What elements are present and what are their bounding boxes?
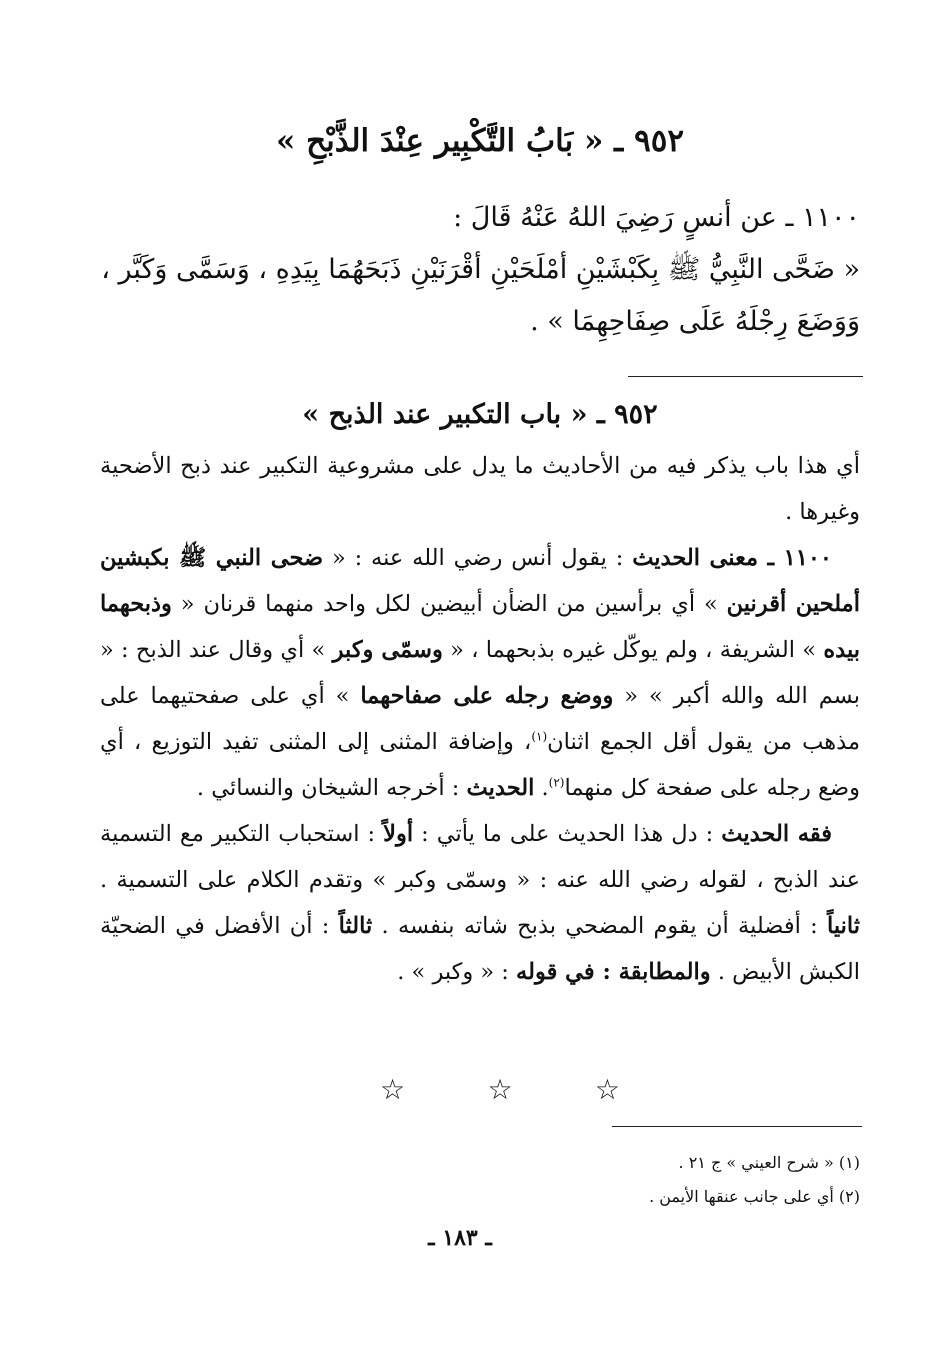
star-separator: [380, 1072, 620, 1108]
fiqh-paragraph: [100, 811, 860, 995]
star-icon: ☆: [487, 1073, 513, 1106]
meaning-paragraph: [100, 535, 860, 811]
meaning-quote-3: وسمّى وكبر: [332, 637, 443, 663]
meaning-text-3: » الشريفة ، ولم يوكّل غيره بذبحهما ، «: [442, 637, 824, 663]
fiqh-match: والمطابقة : في قوله: [516, 959, 711, 985]
star-icon: ☆: [594, 1073, 620, 1106]
meaning-quote-1: ضحى النبي ﷺ بكبشين أملحين أقرنين: [100, 545, 860, 617]
fiqh-text-4: : أن الأفضل في الضحيّة الكبش الأبيض .: [100, 913, 860, 985]
footnote-ref-2[interactable]: (٢): [548, 775, 565, 790]
footnote-divider: [612, 1126, 862, 1127]
hadith-intro: ١١٠٠ ـ عن أنسٍ رَضِيَ اللهُ عَنْهُ قَالَ :: [453, 202, 860, 233]
meaning-quote-2: وذبحهما بيده: [100, 591, 861, 663]
meaning-label: ١١٠٠ ـ معنى الحديث: [632, 545, 833, 571]
footnotes: [100, 1146, 860, 1214]
page-number: ـ ١٨٣ ـ: [428, 1225, 492, 1251]
meaning-quote-4: ووضع رجله على صفاحهما: [360, 683, 614, 709]
fiqh-text-3: : أفضلية أن يقوم المضحي بذبح شاته بنفسه .: [372, 913, 827, 939]
fiqh-text-2: : استحباب التكبير مع التسمية عند الذبح ، لقوله رضي الله عنه : « وسمّى وكبر » وتقدم الكلام على التسمية .: [100, 821, 860, 893]
fiqh-third: ثالثاً: [338, 913, 373, 939]
meaning-text-6: ، وإضافة المثنى إلى المثنى تفيد التوزيع ، أي وضع رجله على صفحة كل منهما: [100, 729, 860, 801]
hadith-text: « ضَحَّى النَّبِيُّ ﷺ بِكَبْشَيْنِ أمْلَحَيْنِ أقْرَنَيْنِ ذَبَحَهُمَا بِيَدِهِ ، وَسَمَّى وَكَبَّر ، وَوَضَعَ رِجْلَهُ عَلَى صِفَاحِهِمَا » .: [101, 254, 860, 337]
fiqh-text-1: : دل هذا الحديث على ما يأتي :: [413, 821, 722, 847]
footnote-1: (١) « شرح العيني » ج ٢١ .: [678, 1153, 860, 1172]
chapter-title-vocalized: ٩٥٢ ـ « بَابُ التَّكْبِير عِنْدَ الذَّبْحِ »: [275, 123, 685, 159]
meaning-text-2: » أي برأسين من الضأن أبيضين لكل واحد منهما قرنان «: [171, 591, 727, 617]
commentary-title: ٩٥٢ ـ « باب التكبير عند الذبح »: [302, 399, 658, 430]
fiqh-second: ثانياً: [826, 913, 860, 939]
fiqh-text-5: : « وكبر » .: [397, 959, 517, 985]
meaning-text-1: : يقول أنس رضي الله عنه : «: [323, 545, 633, 571]
commentary-body: [100, 443, 860, 995]
footnote-ref-1[interactable]: (١): [531, 729, 548, 744]
meaning-text-5: » أي على صفحتيهما على مذهب من يقول أقل الجمع اثنان: [100, 683, 861, 755]
star-icon: ☆: [380, 1073, 406, 1106]
section-divider: [628, 376, 863, 377]
meaning-text-8: : أخرجه الشيخان والنسائي .: [196, 775, 467, 801]
fiqh-label: فقه الحديث: [721, 821, 832, 847]
fiqh-first: أولاً: [383, 821, 414, 847]
footnote-2: (٢) أي على جانب عنقها الأيمن .: [649, 1187, 860, 1206]
meaning-text-4: » أي وقال عند الذبح : « بسم الله والله أكبر » «: [100, 637, 861, 709]
hadith-block: [100, 192, 860, 348]
commentary-intro: أي هذا باب يذكر فيه من الأحاديث ما يدل على مشروعية التكبير عند ذبح الأضحية وغيرها .: [100, 453, 860, 525]
hadith-source-label: الحديث: [466, 775, 535, 801]
meaning-text-7: .: [534, 775, 549, 801]
